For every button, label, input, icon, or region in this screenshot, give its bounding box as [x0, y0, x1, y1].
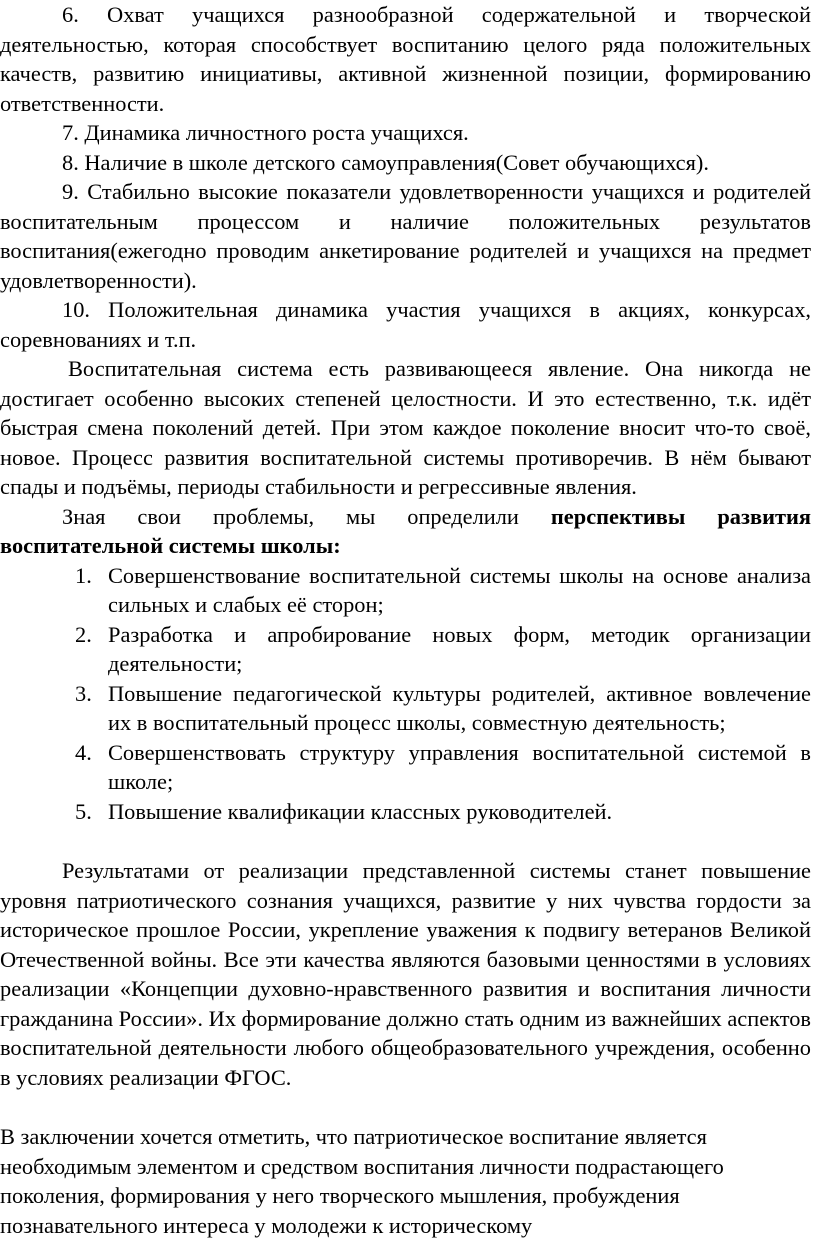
paragraph-system-development: Воспитательная система есть развивающееся явление. Она никогда не достигает особенно высоких степеней целостности. И это естественно, т.к. идёт быстрая смена поколений детей. При этом каждое поколение вносит что-то своё, новое. Процесс развития воспитательной системы противоречив. В нём бывают спады и подъёмы, периоды стабильности и регрессивные явления. — [0, 356, 811, 499]
perspectives-intro-text: Зная свои проблемы, мы определили — [62, 503, 551, 529]
list-item-number: 3. — [75, 680, 92, 706]
list-item-number: 2. — [75, 621, 92, 647]
list-item-number: 1. — [75, 562, 92, 588]
list-item-text: Совершенствование воспитательной системы школы на основе анализа сильных и слабых её сторон; — [108, 562, 811, 617]
list-item — [75, 561, 811, 620]
list-item — [75, 797, 811, 827]
paragraph-perspectives-intro — [0, 502, 811, 561]
paragraph-item-7: 7. Динамика личностного роста учащихся. — [62, 120, 469, 145]
list-item-number: 5. — [75, 798, 92, 824]
paragraph-item-9: 9. Стабильно высокие показатели удовлетворенности учащихся и родителей воспитательным процессом и наличие положительных результатов воспитания(ежегодно проводим анкетирование родителей и учащихся на предмет удовлетворенности). — [0, 179, 811, 293]
list-item — [75, 620, 811, 679]
list-item-text: Совершенствовать структуру управления воспитательной системой в школе; — [108, 739, 811, 794]
paragraph-item-8: 8. Наличие в школе детского самоуправления(Совет обучающихся). — [62, 149, 709, 175]
paragraph-item-6: 6. Охват учащихся разнообразной содержательной и творческой деятельностью, которая способствует воспитанию целого ряда положительных качеств, развитию инициативы, активной жизненной позиции, формированию ответственности. — [0, 2, 811, 116]
paragraph-item-10: 10. Положительная динамика участия учащихся в акциях, конкурсах, соревнованиях и т.п. — [0, 297, 811, 352]
list-item-number: 4. — [75, 739, 92, 765]
perspectives-list — [0, 561, 811, 827]
list-item-text: Разработка и апробирование новых форм, методик организации деятельности; — [108, 621, 811, 676]
list-item-text: Повышение педагогической культуры родителей, активное вовлечение их в воспитательный процесс школы, совместную деятельность; — [108, 680, 811, 735]
paragraph-conclusion: В заключении хочется отметить, что патриотическое воспитание является необходимым элементом и средством воспитания личности подрастающего поколения, формирования у него творческого мышления, пробуждения познавательного интереса у молодежи к историческому — [0, 1124, 724, 1238]
list-item — [75, 679, 811, 738]
paragraph-results: Результатами от реализации представленной системы станет повышение уровня патриотического сознания учащихся, развитие у них чувства гордости за историческое прошлое России, укрепление уважения к подвигу ветеранов Великой Отечественной войны. Все эти качества являются базовыми ценностями в условиях реализации «Концепции духовно-нравственного развития и воспитания личности гражданина России». Их формирование должно стать одним из важнейших аспектов воспитательной деятельности любого общеобразовательного учреждения, особенно в условиях реализации ФГОС. — [0, 858, 811, 1090]
list-item-text: Повышение квалификации классных руководителей. — [108, 798, 613, 824]
list-item — [75, 738, 811, 797]
perspectives-heading: перспективы развития воспитательной системы школы: — [0, 503, 811, 558]
